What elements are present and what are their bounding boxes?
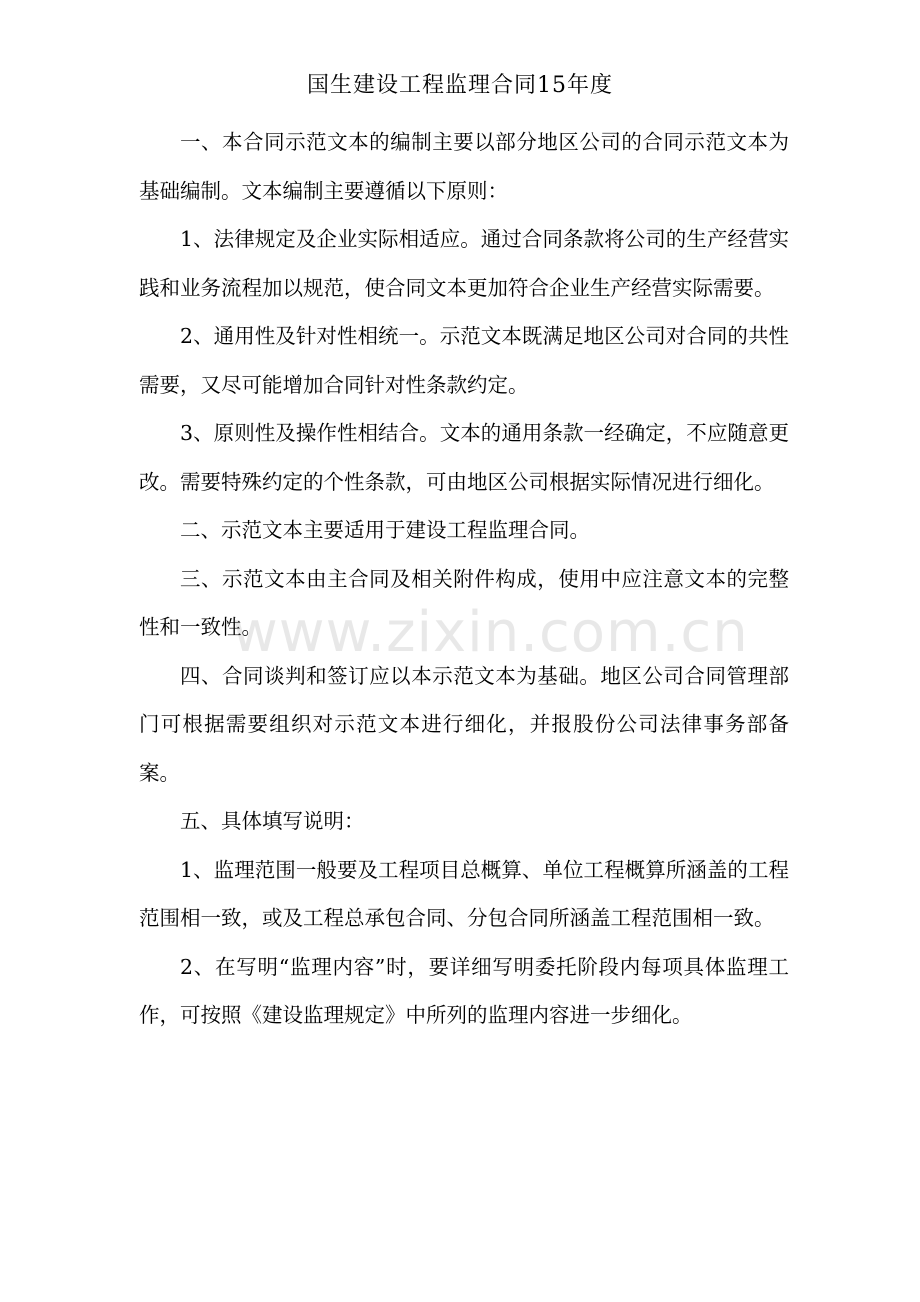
paragraph-3: 2、通用性及针对性相统一。示范文本既满足地区公司对合同的共性需要，又尽可能增加合同针对性条款约定。 — [139, 324, 789, 397]
paragraph-10: 2、在写明“监理内容”时，要详细写明委托阶段内每项具体监理工作，可按照《建设监理规定》中所列的监理内容进一步细化。 — [139, 954, 789, 1027]
paragraph-2: 1、法律规定及企业实际相适应。通过合同条款将公司的生产经营实践和业务流程加以规范，使合同文本更加符合企业生产经营实际需要。 — [139, 227, 789, 300]
watermark: www.zixin.com.cn — [232, 600, 749, 665]
paragraph-4: 3、原则性及操作性相结合。文本的通用条款一经确定，不应随意更改。需要特殊约定的个性条款，可由地区公司根据实际情况进行细化。 — [139, 421, 789, 494]
paragraph-1: 一、本合同示范文本的编制主要以部分地区公司的合同示范文本为基础编制。文本编制主要遵循以下原则： — [139, 130, 789, 203]
paragraph-6: 三、示范文本由主合同及相关附件构成，使用中应注意文本的完整性和一致性。 — [139, 566, 789, 639]
paragraph-7: 四、合同谈判和签订应以本示范文本为基础。地区公司合同管理部门可根据需要组织对示范文本进行细化，并报股份公司法律事务部备案。 — [139, 663, 789, 785]
paragraph-8: 五、具体填写说明： — [180, 809, 365, 833]
paragraph-9: 1、监理范围一般要及工程项目总概算、单位工程概算所涵盖的工程范围相一致，或及工程总承包合同、分包合同所涵盖工程范围相一致。 — [139, 857, 789, 930]
paragraph-5: 二、示范文本主要适用于建设工程监理合同。 — [180, 518, 590, 542]
document-title: 国生建设工程监理合同15年度 — [307, 73, 613, 98]
document-body — [139, 118, 789, 1040]
